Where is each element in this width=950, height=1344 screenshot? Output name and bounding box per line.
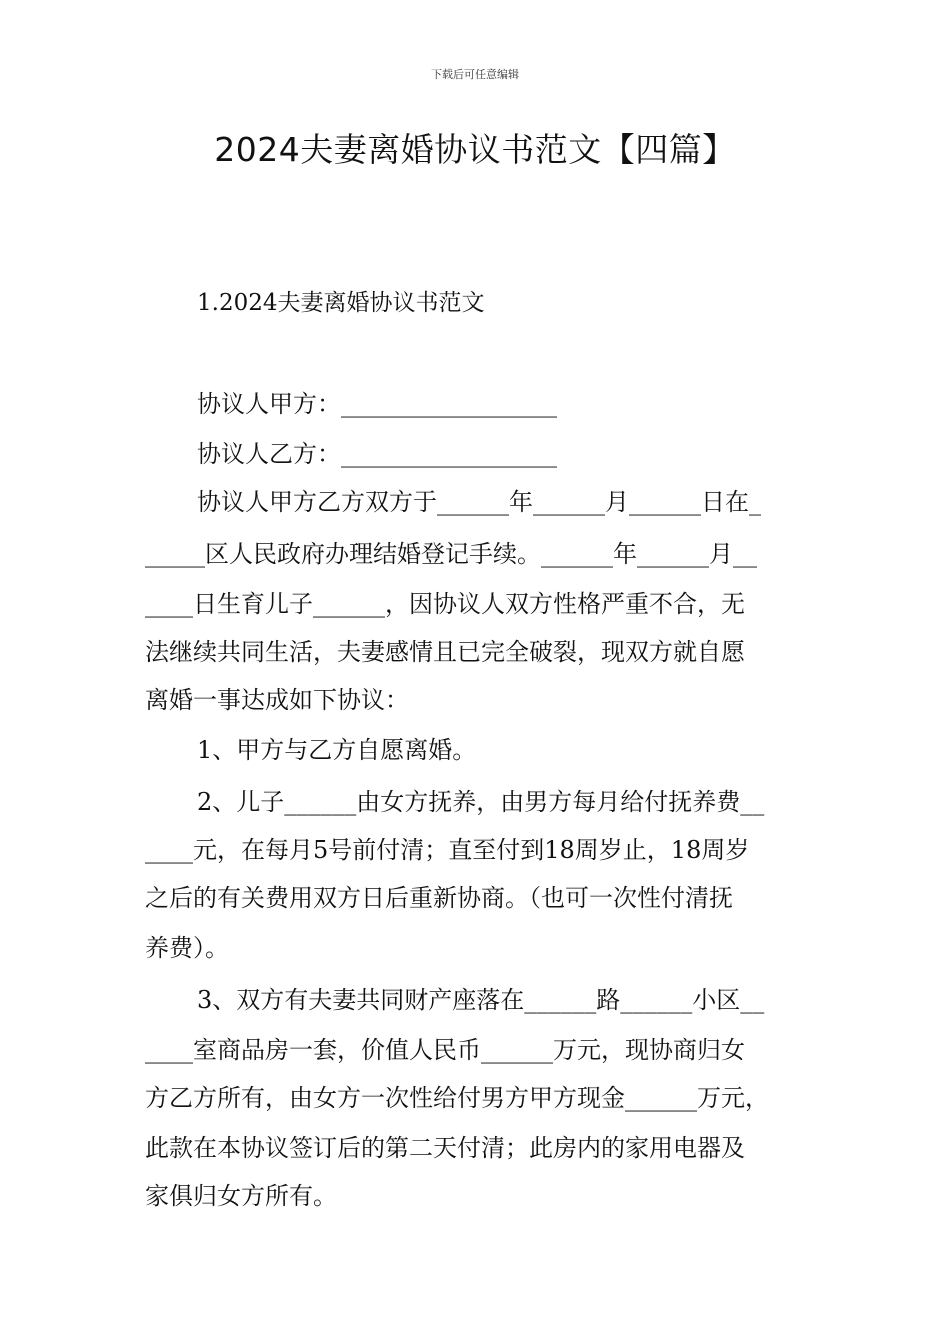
header-note: 下载后可任意编辑 (431, 68, 519, 81)
paragraph-line: 此款在本协议签订后的第二天付清；此房内的家用电器及 (145, 1134, 745, 1162)
paragraph-line: 养费）。 (145, 934, 229, 962)
paragraph-line: _____区人民政府办理结婚登记手续。______年______月__ (145, 540, 757, 568)
paragraph-line: 家俱归女方所有。 (145, 1182, 337, 1210)
paragraph-line: ____室商品房一套，价值人民币______万元，现协商归女 (145, 1036, 745, 1064)
document-title: 2024夫妻离婚协议书范文【四篇】 (214, 130, 736, 169)
party-a-line: 协议人甲方：__________________ (197, 390, 557, 418)
section-heading: 1.2024夫妻离婚协议书范文 (197, 290, 485, 316)
party-b-line: 协议人乙方：__________________ (197, 440, 557, 468)
paragraph-line: 离婚一事达成如下协议： (145, 686, 409, 714)
paragraph-line: ____元，在每月5号前付清；直至付到18周岁止，18周岁 (145, 836, 750, 864)
paragraph-line: 法继续共同生活，夫妻感情且已完全破裂，现双方就自愿 (145, 638, 745, 666)
clause-2: 2、儿子______由女方抚养，由男方每月给付抚养费__ (197, 788, 765, 816)
clause-3: 3、双方有夫妻共同财产座落在______路______小区__ (197, 986, 765, 1014)
clause-1: 1、甲方与乙方自愿离婚。 (197, 736, 477, 764)
paragraph-line: 方乙方所有，由女方一次性给付男方甲方现金______万元， (145, 1084, 769, 1112)
paragraph-line: 之后的有关费用双方日后重新协商。（也可一次性付清抚 (145, 884, 733, 912)
paragraph-line: ____日生育儿子______，因协议人双方性格严重不合，无 (145, 590, 745, 618)
paragraph-line: 协议人甲方乙方双方于______年______月______日在_ (197, 488, 761, 516)
